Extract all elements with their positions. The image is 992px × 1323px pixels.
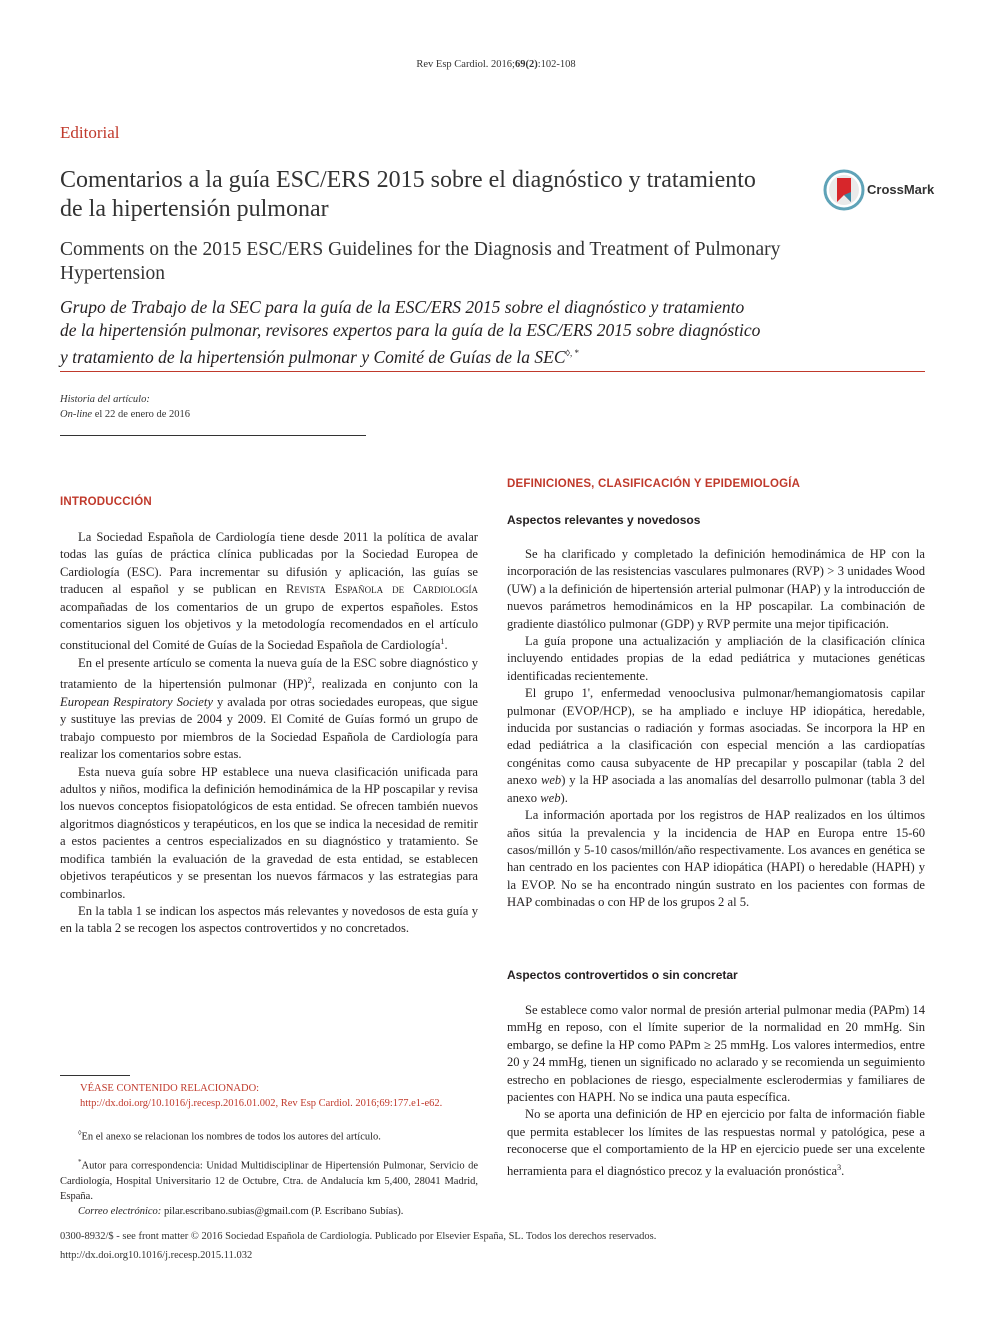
ers-name: European Respiratory Society [60, 695, 213, 710]
intro-heading: INTRODUCCIÓN [60, 496, 152, 508]
article-history [60, 392, 190, 422]
section-label: Editorial [60, 123, 120, 142]
copyright-line: 0300-8932/$ - see front matter © 2016 Sociedad Española de Cardiología. Publicado por Elsevier España, SL. Todos los derechos reservados. [60, 1231, 657, 1242]
correspondence-footnote [60, 1155, 478, 1219]
defs-paragraph-3 [507, 685, 925, 807]
journal-name: Revista Española de Cardiología [286, 582, 478, 597]
intro-paragraph-4: En la tabla 1 se indican los aspectos más relevantes y novedosos de esta guía y en la tabla 2 se recogen los aspectos controvertidos y no concretados. [60, 903, 478, 936]
web-annex-2: web [540, 790, 561, 805]
definitions-heading: DEFINICIONES, CLASIFICACIÓN Y EPIDEMIOLOGÍA [507, 478, 801, 490]
defs-paragraph-6 [507, 1106, 925, 1180]
defs-p3-a: El grupo 1', enfermedad venooclusiva pulmonar/hemangiomatosis capilar pulmonar (EVOP/HCP), se ha ampliado e incluye HP idiopática, heredable, inducida por sustancias o radiación y formas asociadas. Se incorpora la HP en edad pediátrica a la clasificación con especial mención a las cardiopatías congénitas como causa subyacente de HP precapilar y poscapilar (tabla 2 del anexo [507, 686, 925, 788]
intro-p1-end: . [444, 638, 448, 653]
reference-3: 3 [837, 1162, 842, 1172]
reference-1: 1 [440, 637, 445, 647]
title-english [60, 238, 860, 286]
intro-p2-a: En el presente artículo se comenta la nueva guía de la ESC sobre diagnóstico y tratamiento de la hipertensión pulmonar (HP) [60, 656, 478, 692]
intro-p1-a: La Sociedad Española de Cardiología tiene desde 2011 la política de avalar todas las guías de práctica clínica publicadas por la Sociedad Europea de Cardiología (ESC). Para incrementar su difusión y aplicación, las guías se traducen al español y se publican en [60, 530, 478, 597]
defs-paragraph-4: La información aportada por los registros de HAP realizados en los últimos años sitúa la prevalencia y la incidencia de HAP en Europa entre 15-60 casos/millón y 5-10 casos/millón/año respectivamente. Los avances en genética se han centrado en los pacientes con HAP idiopática (HAPI) o heredable (HAPH) y la EVOP. No se ha encontrado ningún sustrato en los pacientes con formas de HAP combinadas o con HP de los grupos 2 al 5. [507, 808, 925, 910]
authors-line2: de la hipertensión pulmonar, revisores expertos para la guía de la ESC/ERS 2015 sobre diagnóstico [60, 320, 761, 340]
crossmark-label: CrossMark [867, 182, 935, 197]
related-content-label: VÉASE CONTENIDO RELACIONADO: [80, 1083, 260, 1094]
related-content [80, 1081, 480, 1111]
correspondence-mark: * [78, 1158, 82, 1166]
annex-footnote [78, 1126, 483, 1145]
journal-ref-prefix: Rev Esp Cardiol. 2016; [416, 59, 515, 70]
crossmark-icon [823, 168, 865, 212]
footnote-divider [60, 1075, 130, 1076]
intro-p1-b: acompañadas de los comentarios de un grupo de expertos españoles. Estos comentarios siguen los objetivos y la metodología recomendados en el artículo constitucional del Comité de Guías de la Sociedad Española de Cardiología [60, 599, 478, 653]
authors-line1: Grupo de Trabajo de la SEC para la guía de la ESC/ERS 2015 sobre el diagnóstico y tratamiento [60, 297, 745, 317]
crossmark-badge[interactable] [823, 168, 935, 212]
definitions-body-1 [507, 546, 925, 912]
annex-text: En el anexo se relacionan los nombres de todos los autores del artículo. [81, 1131, 381, 1143]
doi-line[interactable]: http://dx.doi.org10.1016/j.recesp.2015.11.032 [60, 1250, 253, 1261]
annex-mark: ◊ [78, 1129, 82, 1137]
defs-paragraph-1: Se ha clarificado y completado la definición hemodinámica de HP con la incorporación de las resistencias vasculares pulmonares (RVP) > 3 unidades Wood (UW) a la definición de hipertensión arterial pulmonar (HAP) y la introducción de nuevos parámetros hemodinámicos en la HP poscapilar. La combinación de gradiente diastólico pulmonar (GDP) y RVP permite una mejor tipificación. [507, 547, 925, 631]
definitions-body-2 [507, 1002, 925, 1180]
intro-p2-b: , realizada en conjunto con la [311, 677, 479, 692]
reference-2: 2 [307, 676, 312, 686]
header-divider [60, 371, 925, 372]
defs-p3-c: ). [560, 790, 568, 805]
journal-reference [0, 59, 992, 70]
journal-ref-pages: :102-108 [537, 59, 576, 70]
journal-ref-issue: (2) [525, 59, 538, 70]
authors-block [60, 296, 880, 369]
title-en-line2: Hypertension [60, 263, 166, 284]
history-divider [60, 435, 366, 436]
defs-p6-end: . [841, 1163, 845, 1178]
authors-marks: ◊, * [565, 348, 579, 358]
authors-line3: y tratamiento de la hipertensión pulmonar y Comité de Guías de la SEC [60, 346, 566, 367]
history-online-label: On-line [60, 409, 93, 420]
title-spanish [60, 166, 800, 224]
email-value[interactable]: pilar.escribano.subias@gmail.com (P. Escribano Subías). [161, 1205, 404, 1217]
title-es-line2: de la hipertensión pulmonar [60, 196, 329, 222]
journal-ref-volume: 69 [514, 59, 526, 70]
defs-paragraph-5: Se establece como valor normal de presión arterial pulmonar media (PAPm) 14 mmHg en reposo, con el límite superior de la normalidad en 20 mmHg. Sin embargo, se define la HP como PAPm ≥ 25 mmHg. Los valores intermedios, entre 20 y 24 mmHg, tienen un significado no aclarado y se recomienda un seguimiento estrecho en poblaciones de riesgo, especialmente esclerodermias y familiares de pacientes con HAPH. No se indica una pauta específica. [507, 1003, 925, 1105]
intro-paragraph-2 [60, 655, 478, 764]
intro-p2-c: y avalada por otras sociedades europeas, que sigue y sustituye las previas de 2004 y 2009. El Comité de Guías formó un grupo de trabajo compuesto por miembros de la Sociedad Española de Cardiología para realizar los comentarios sobre estas. [60, 695, 478, 762]
history-heading: Historia del artículo: [60, 394, 150, 405]
title-es-line1: Comentarios a la guía ESC/ERS 2015 sobre el diagnóstico y tratamiento [60, 167, 756, 193]
defs-paragraph-2: La guía propone una actualización y ampliación de la clasificación clínica incluyendo entidades propias de la edad pediátrica y mutaciones genéticas identificadas recientemente. [507, 634, 925, 683]
correspondence-text: Autor para correspondencia: Unidad Multidisciplinar de Hipertensión Pulmonar, Servicio de Cardiología, Hospital Universitario 12 de Octubre, Ctra. de Andalucía km 5,400, 28041 Madrid, España. [60, 1160, 478, 1202]
email-label: Correo electrónico: [78, 1205, 162, 1217]
title-en-line1: Comments on the 2015 ESC/ERS Guidelines for the Diagnosis and Treatment of Pulmonary [60, 239, 781, 260]
defs-p6-a: No se aporta una definición de HP en ejercicio por falta de información fiable que permita establecer los límites de las respuestas normal y patológica, pese a reconocerse que el comportamiento de la HP en ejercicio puede ser una excelente herramienta para el diagnóstico precoz y la evaluación pronóstica [507, 1107, 925, 1178]
defs-p3-b: ) y la HP asociada a las anomalías del desarrollo pulmonar (tabla 3 del anexo [507, 773, 925, 805]
intro-paragraph-1 [60, 529, 478, 655]
related-content-link[interactable]: http://dx.doi.org/10.1016/j.recesp.2016.01.002, Rev Esp Cardiol. 2016;69:177.e1-e62. [80, 1098, 443, 1109]
web-annex-1: web [540, 773, 562, 788]
intro-body [60, 529, 478, 938]
intro-paragraph-3: Esta nueva guía sobre HP establece una nueva clasificación unificada para adultos y niños, modifica la definición hemodinámica de la HP poscapilar y revisa los nuevos conceptos fisiopatológicos de esta entidad. Se ofrecen también nuevos algoritmos diagnósticos y terapéuticos, en los que se indica la necesidad de remitir a estos pacientes a centros especializados en su diagnóstico y tratamiento. Se modifica también la evaluación de la gravedad de esta entidad, se establecen objetivos terapéuticos y se presentan los nuevos fármacos y las estrategias para combinarlos. [60, 764, 478, 901]
subheading-relevant: Aspectos relevantes y novedosos [507, 513, 701, 527]
subheading-controversial: Aspectos controvertidos o sin concretar [507, 968, 738, 982]
history-online-date: el 22 de enero de 2016 [92, 409, 191, 420]
